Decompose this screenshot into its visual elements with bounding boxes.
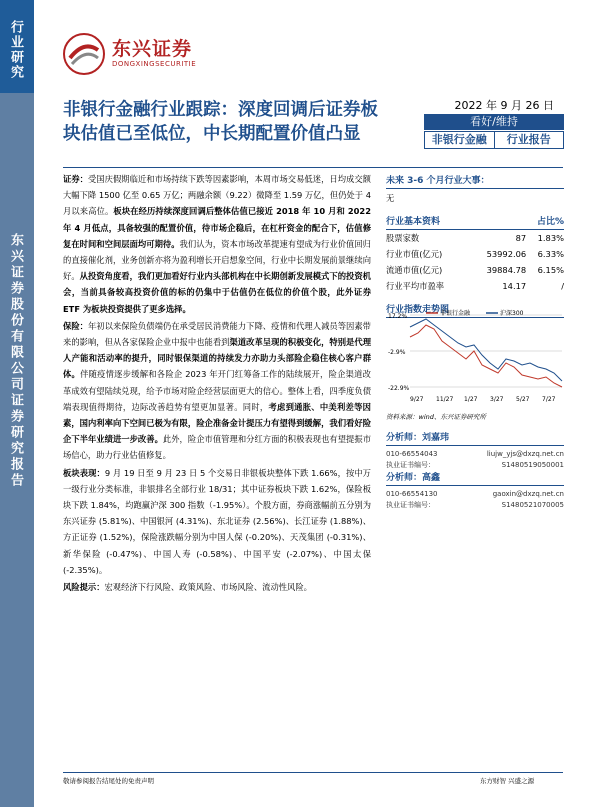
report-tags	[424, 131, 564, 149]
analyst-block	[386, 470, 564, 511]
footer-disclaimer: 敬请参阅报告结尾处的免责声明	[63, 777, 154, 785]
y-tick: 17.2%	[388, 313, 408, 320]
analyst-name: 分析师：高鑫	[386, 470, 564, 486]
main-body	[63, 171, 371, 596]
analyst-phone: 010-66554130	[386, 490, 438, 498]
table-row	[386, 230, 564, 246]
tag-industry: 非银行金融	[431, 133, 487, 146]
tag-type: 行业报告	[494, 132, 564, 148]
events-heading: 未来 3-6 个月行业大事：	[386, 171, 564, 189]
row-value: 14.17	[502, 281, 527, 291]
table-row	[386, 262, 564, 278]
y-tick: -2.9%	[388, 349, 406, 356]
footer-slogan: 东方财智 兴盛之源	[480, 777, 535, 785]
analyst-cert-no: S1480521070005	[501, 501, 564, 509]
text-bold: 渠道改革呈现的积极变化，特别是代理人产能和活动率的提升，同时银保渠道的持续发力亦助力头部险企稳住核心客户群体。	[63, 337, 371, 380]
basics-title: 行业基本资料	[386, 217, 441, 227]
analyst-contact	[386, 449, 564, 460]
logo-name: 东兴证券	[112, 38, 193, 60]
analyst-name: 分析师：刘嘉玮	[386, 430, 564, 446]
x-tick: 5/27	[516, 396, 530, 403]
label-insurance: 保险：	[63, 320, 88, 331]
report-title: 非银行金融行业跟踪：深度回调后证券板块估值已至低位，中长期配置价值凸显	[63, 100, 378, 144]
x-tick: 3/27	[490, 396, 504, 403]
analyst-email: liujw_yjs@dxzq.net.cn	[486, 450, 564, 458]
x-tick: 9/27	[410, 396, 424, 403]
sidebar-top	[0, 0, 34, 93]
footer-divider	[63, 772, 563, 773]
text-bold: 从投资角度看，我们更加看好行业内头部机构在中长期创新发展模式下的投资机会，当前具备较高投资价值的标的仍集中于估值仍在低位的价值个股，此外证券 ETF 为板块投资提供了更多选择。	[63, 271, 371, 314]
company-logo	[62, 32, 262, 82]
label-securities: 证券：	[63, 174, 88, 184]
x-tick: 1/27	[464, 396, 478, 403]
events-value: 无	[386, 193, 395, 203]
row-pct: 6.33%	[537, 249, 564, 259]
analyst-email: gaoxin@dxzq.net.cn	[492, 490, 564, 498]
text: 9 月 19 日至 9 月 23 日 5 个交易日非银板块整体下跌 1.66%，按中万一级行业分类标准，非银排名全部行业 18/31；其中证券板块下跌 1.62%，保险板块下跌 1.84%，均跑赢沪深 300 指数（-1.95%）。个股方面，券商涨幅前五分别为东兴证券 (5.81%)、中国银河 (4.31%)、东北证券 (2.56%)、长江证券 (1.88%)、方正证券 (1.52%)，保险涨跌幅分别为中国人保 (-0.20%)、天茂集团 (-0.31%)、新华保险 (-0.47%)、中国人寿 (-0.58%)、中国平安 (-2.07%)、中国太保 (-2.35%)。	[63, 467, 371, 575]
label-risk: 风险提示：	[63, 582, 105, 593]
row-key: 行业市值(亿元)	[386, 249, 443, 259]
legend-hs300: 沪深300	[500, 310, 524, 317]
analyst-cert-label: 执业证书编号：	[386, 501, 435, 509]
sidebar-company: 东兴证券股份有限公司证券研究报告	[8, 233, 23, 489]
row-key: 行业平均市盈率	[386, 281, 445, 291]
basics-table	[386, 230, 564, 294]
table-row	[386, 278, 564, 294]
row-key: 流通市值(亿元)	[386, 265, 443, 275]
report-meta	[424, 98, 564, 149]
analyst-phone: 010-66554043	[386, 450, 438, 458]
text: 我们认为，资本市场改革提速有望成为行业价值回归的直接催化剂，业务创新亦将为盈利增长开启想象空间，行业中长期发展前景继续向好。	[63, 238, 371, 282]
label-performance: 板块表现：	[63, 467, 105, 478]
index-chart	[386, 307, 564, 407]
row-value: 53992.06	[486, 249, 527, 259]
text: 受国庆假期临近和市场持续下跌等因素影响，本周市场交易低迷，日均成交额大幅下降 1500 亿至 0.65 万亿；两融余额（9.22）微降至 1.59 万亿，但仍处于 4 月以来高位。	[63, 174, 371, 217]
y-tick: -22.9%	[388, 385, 410, 392]
legend-nonbank: 非银行金融	[440, 310, 471, 317]
x-tick: 11/27	[436, 396, 454, 403]
text: 伴随疫情逐步缓解和各险企 2023 年开门红筹备工作的陆续展开，险企渠道改革成效有望陆续兑现，给予市场对险企经营层面更大的信心。整体上看，四季度负债端表现值得期待，边际改善趋势有望更加显著。同时，	[63, 369, 371, 412]
rating-badge: 看好/维持	[424, 114, 564, 130]
text: 年初以来保险负债端仍在承受居民消费能力下降、疫情和代理人减员等因素带来的影响，但从各家保险企业中报中也能看到	[63, 320, 371, 348]
analyst-license	[386, 500, 564, 511]
sidebar	[0, 0, 34, 807]
basics-col: 占比%	[536, 217, 564, 227]
header-divider	[63, 167, 563, 168]
row-pct: 6.15%	[537, 265, 564, 275]
series-line-nonbank	[410, 325, 562, 387]
analyst-cert-no: S1480519050001	[501, 461, 564, 469]
paragraph-insurance	[63, 318, 371, 464]
report-date: 2022 年 9 月 26 日	[454, 99, 554, 112]
row-pct: /	[561, 281, 564, 291]
sidebar-bottom	[0, 93, 34, 807]
right-panel	[386, 171, 564, 318]
basics-heading	[386, 212, 564, 230]
text: 宏观经济下行风险、政策风险、市场风险、流动性风险。	[104, 582, 312, 593]
chart-source: 资料来源：wind、东兴证券研究所	[386, 413, 486, 421]
text-bold: 板块在经历持续深度回调后整体估值已接近 2018 年 10 月和 2022 年 4 月低点，具备较强的配置价值，待市场企稳后，在杠杆资金的配合下，估值修复在时间和空间层面均可期待。	[63, 206, 371, 249]
row-value: 39884.78	[486, 265, 527, 275]
table-row	[386, 246, 564, 262]
paragraph-performance	[63, 465, 371, 578]
logo-icon	[62, 32, 106, 76]
logo-subtitle: DONGXINGSECURITIE	[112, 60, 197, 68]
x-tick: 7/27	[542, 396, 556, 403]
analyst-block	[386, 430, 564, 471]
sidebar-category: 行业研究	[8, 20, 23, 80]
row-key: 股票家数	[386, 233, 420, 243]
analyst-cert-label: 执业证书编号：	[386, 461, 435, 469]
chart-heading: 行业指数走势图	[386, 300, 564, 318]
paragraph-securities	[63, 171, 371, 317]
text-bold: 考虑到通胀、中美利差等因素，国内利率向下空间已极为有限，险企准备金计提压力有望得到缓解，我们看好险企下半年业绩进一步改善。	[63, 401, 371, 445]
analyst-contact	[386, 489, 564, 500]
paragraph-risk	[63, 579, 371, 595]
text: 此外，险企市值管理和分红方面的积极表现也有望提振市场信心，助力行业估值修复。	[63, 434, 371, 461]
row-value: 87	[515, 233, 527, 243]
row-pct: 1.83%	[537, 233, 564, 243]
